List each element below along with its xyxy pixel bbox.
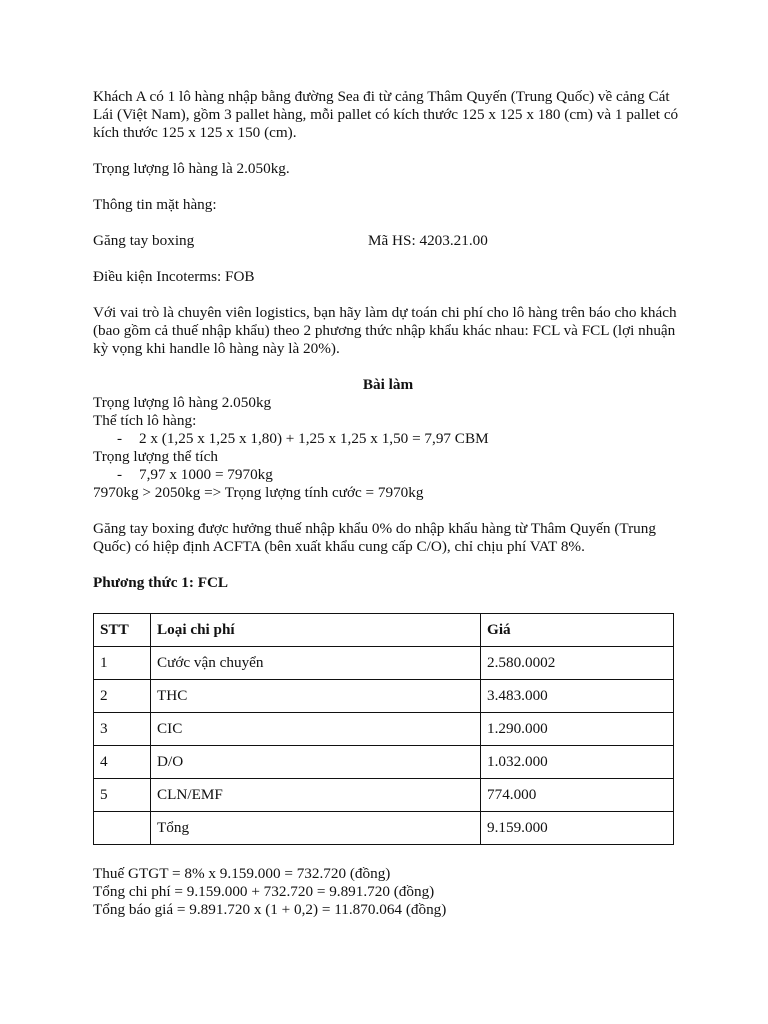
solution-line-volume: - 2 x (1,25 x 1,25 x 1,80) + 1,25 x 1,25 x 1,50 = 7,97 CBM xyxy=(117,430,489,447)
solution-heading: Bài làm xyxy=(362,376,414,393)
summary-total-cost: Tổng chi phí = 9.159.000 + 732.720 = 9.891.720 (đồng) xyxy=(93,883,435,900)
table-header-row xyxy=(94,614,674,647)
table-row xyxy=(94,647,674,680)
table-row xyxy=(94,746,674,779)
table-cell: 2 xyxy=(94,680,151,713)
table-cell: 4 xyxy=(94,746,151,779)
table-row xyxy=(94,713,674,746)
solution-line-dim-weight: - 7,97 x 1000 = 7970kg xyxy=(117,466,273,483)
item-row xyxy=(93,232,683,250)
bullet-dash: - xyxy=(117,430,123,447)
table-cell: Tổng xyxy=(151,812,481,845)
table-cell: 1.032.000 xyxy=(481,746,674,779)
table-cell: 774.000 xyxy=(481,779,674,812)
item-name: Găng tay boxing xyxy=(93,232,195,249)
table-cell: CIC xyxy=(151,713,481,746)
document-content xyxy=(93,88,683,919)
shipment-weight: Trọng lượng lô hàng là 2.050kg. xyxy=(93,160,290,177)
table-cell: D/O xyxy=(151,746,481,779)
solution-line-chargeable: 7970kg > 2050kg => Trọng lượng tính cước = 7970kg xyxy=(93,484,424,501)
item-hs-code: Mã HS: 4203.21.00 xyxy=(368,232,488,249)
bullet-dash: - xyxy=(117,466,123,483)
table-cell: 5 xyxy=(94,779,151,812)
table-cell: 2.580.0002 xyxy=(481,647,674,680)
solution-line-weight: Trọng lượng lô hàng 2.050kg xyxy=(93,394,272,411)
table-cell: 1 xyxy=(94,647,151,680)
summary-quote: Tổng báo giá = 9.891.720 x (1 + 0,2) = 11.870.064 (đồng) xyxy=(93,901,447,918)
table-row xyxy=(94,812,674,845)
item-info-label: Thông tin mặt hàng: xyxy=(93,196,217,213)
intro-paragraph: Khách A có 1 lô hàng nhập bằng đường Sea đi từ cảng Thâm Quyến (Trung Quốc) về cảng Cát Lái (Việt Nam), gồm 3 pallet hàng, mỗi pallet có kích thước 125 x 125 x 180 (cm) và 1 pallet có kích thước 125 x 125 x 150 (cm). xyxy=(93,88,679,141)
table-row xyxy=(94,779,674,812)
table-header-cell: STT xyxy=(94,614,151,647)
task-paragraph: Với vai trò là chuyên viên logistics, bạn hãy làm dự toán chi phí cho lô hàng trên báo cho khách (bao gồm cả thuế nhập khẩu) theo 2 phương thức nhập khẩu khác nhau: FCL và FCL (lợi nhuận kỳ vọng khi handle lô hàng này là 20%). xyxy=(93,304,677,357)
summary-vat: Thuế GTGT = 8% x 9.159.000 = 732.720 (đồng) xyxy=(93,865,391,882)
table-cell: 1.290.000 xyxy=(481,713,674,746)
table-cell: CLN/EMF xyxy=(151,779,481,812)
table-cell: 3.483.000 xyxy=(481,680,674,713)
solution-line-volume-label: Thể tích lô hàng: xyxy=(93,412,197,429)
solution-line-dim-weight-label: Trọng lượng thể tích xyxy=(93,448,218,465)
incoterms: Điều kiện Incoterms: FOB xyxy=(93,268,255,285)
table-cell xyxy=(94,812,151,845)
tax-paragraph: Găng tay boxing được hưởng thuế nhập khẩu 0% do nhập khẩu hàng từ Thâm Quyến (Trung Quốc) có hiệp định ACFTA (bên xuất khẩu cung cấp C/O), chỉ chịu phí VAT 8%. xyxy=(93,520,656,555)
table-header-cell: Giá xyxy=(481,614,674,647)
table-cell: 9.159.000 xyxy=(481,812,674,845)
table-row xyxy=(94,680,674,713)
table-cell: THC xyxy=(151,680,481,713)
method-heading: Phương thức 1: FCL xyxy=(93,574,229,591)
cost-table xyxy=(93,613,674,845)
table-cell: 3 xyxy=(94,713,151,746)
table-header-cell: Loại chi phí xyxy=(151,614,481,647)
table-cell: Cước vận chuyển xyxy=(151,647,481,680)
